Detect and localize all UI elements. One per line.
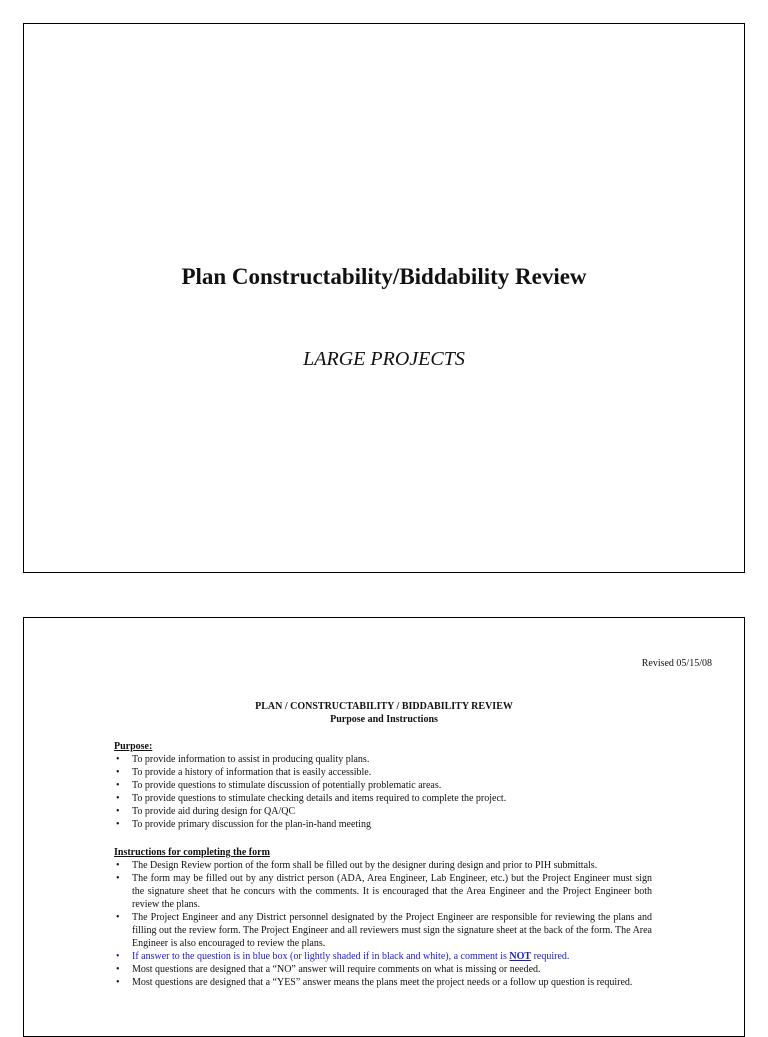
list-item: • Most questions are designed that a “YES” answer means the plans meet the project needs or a follow up question is required. xyxy=(114,976,652,989)
purpose-section xyxy=(114,740,652,831)
not-emphasis: NOT xyxy=(509,951,532,962)
list-item: • To provide questions to stimulate checking details and items required to complete the project. xyxy=(114,792,652,805)
document-heading-title: PLAN / CONSTRUCTABILITY / BIDDABILITY REVIEW xyxy=(255,701,513,712)
list-item: • The Design Review portion of the form shall be filled out by the designer during design and prior to PIH submittals. xyxy=(114,859,652,872)
cover-title: Plan Constructability/Biddability Review xyxy=(181,264,587,289)
list-item: • To provide questions to stimulate discussion of potentially problematic areas. xyxy=(114,779,652,792)
blue-box-note xyxy=(114,950,652,963)
instructions-section xyxy=(114,846,652,989)
document-heading xyxy=(24,700,744,726)
blue-note-text: If answer to the question is in blue box (or lightly shaded if in black and white), a comment is xyxy=(132,951,510,962)
list-item: • To provide aid during design for QA/QC xyxy=(114,805,652,818)
list-item: • Most questions are designed that a “NO” answer will require comments on what is missing or needed. xyxy=(114,963,652,976)
list-item: • To provide a history of information that is easily accessible. xyxy=(114,766,652,779)
cover-subtitle: LARGE PROJECTS xyxy=(303,348,465,370)
list-item: • The Project Engineer and any District personnel designated by the Project Engineer are responsible for reviewing the plans and filling out the review form. The Project Engineer and all reviewers must sign the signature sheet at the back of the form. The Area Engineer is also encouraged to review the plans. xyxy=(114,911,652,950)
purpose-title: Purpose: xyxy=(114,741,153,752)
cover-page xyxy=(23,23,745,573)
purpose-list xyxy=(114,753,652,831)
instructions-title: Instructions for completing the form xyxy=(114,847,270,858)
instructions-list xyxy=(114,859,652,989)
list-item: • The form may be filled out by any district person (ADA, Area Engineer, Lab Engineer, etc.) but the Project Engineer must sign the signature sheet that he concurs with the comments. It is encouraged that the Area Engineer and the Project Engineer both review the plans. xyxy=(114,872,652,911)
revised-date: Revised 05/15/08 xyxy=(641,658,712,669)
list-item: • To provide information to assist in producing quality plans. xyxy=(114,753,652,766)
blue-note-end: required. xyxy=(531,951,570,962)
list-item: • To provide primary discussion for the plan-in-hand meeting xyxy=(114,818,652,831)
instructions-page xyxy=(23,617,745,1037)
document-heading-subtitle: Purpose and Instructions xyxy=(330,714,438,725)
